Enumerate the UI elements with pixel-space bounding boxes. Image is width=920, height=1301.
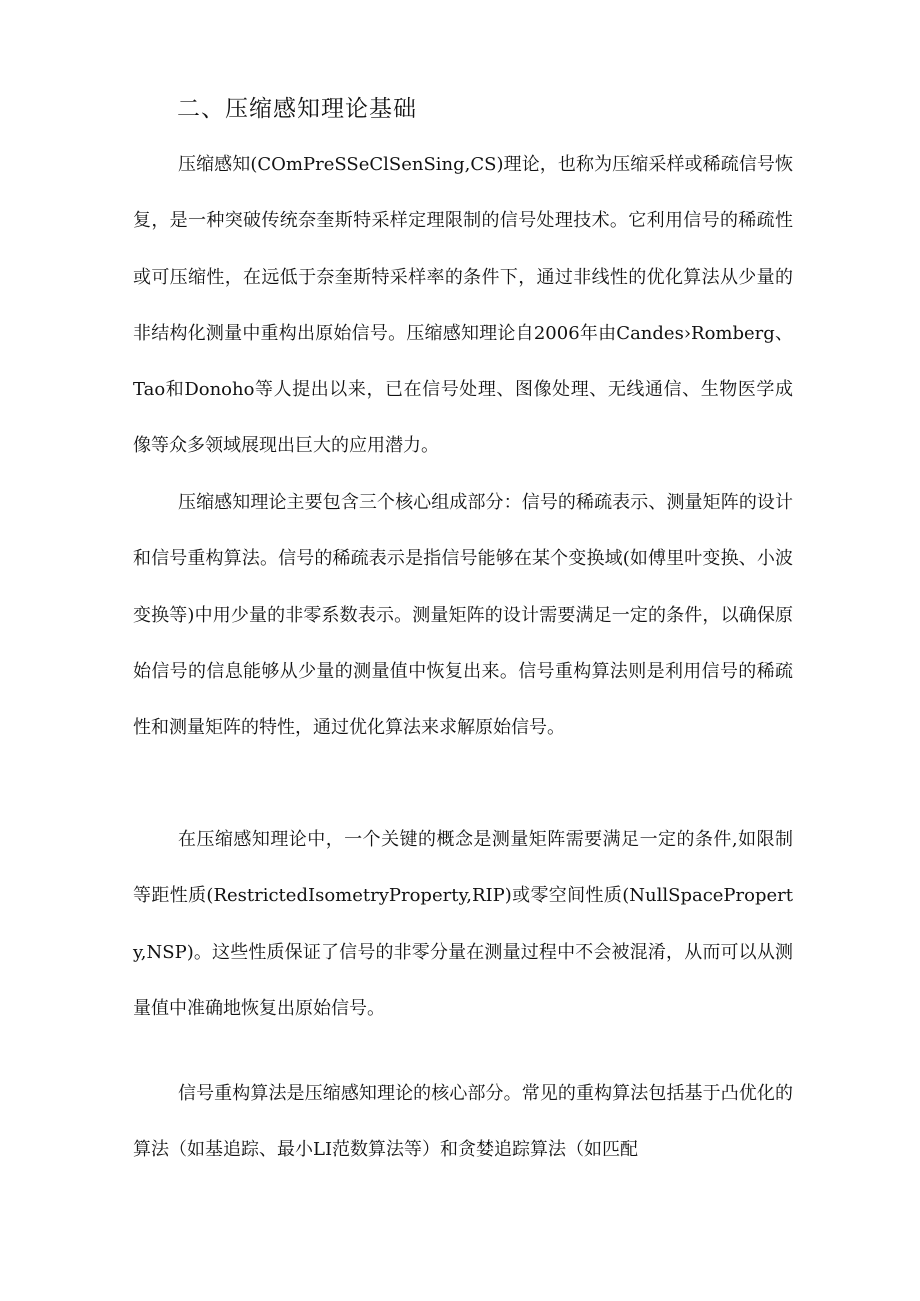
paragraph-measurement-conditions: 在压缩感知理论中，一个关键的概念是测量矩阵需要满足一定的条件,如限制等距性质(RestrictedIsometryProperty,RIP)或零空间性质(NullSpaceProperty,NSP)。这些性质保证了信号的非零分量在测量过程中不会被混淆，从而可以从测量值中准确地恢复出原始信号。 [133,829,793,1019]
section-heading: 二、压缩感知理论基础 [177,96,417,122]
paragraph-cs-components: 压缩感知理论主要包含三个核心组成部分：信号的稀疏表示、测量矩阵的设计和信号重构算法。信号的稀疏表示是指信号能够在某个变换域(如傅里叶变换、小波变换等)中用少量的非零系数表示。测量矩阵的设计需要满足一定的条件，以确保原始信号的信息能够从少量的测量值中恢复出来。信号重构算法则是利用信号的稀疏性和测量矩阵的特性，通过优化算法来求解原始信号。 [133,492,793,739]
paragraph-reconstruction-algorithms: 信号重构算法是压缩感知理论的核心部分。常见的重构算法包括基于凸优化的算法（如基追踪、最小LI范数算法等）和贪婪追踪算法（如匹配 [133,1083,793,1161]
paragraph-cs-definition: 压缩感知(COmPreSSeClSenSing,CS)理论，也称为压缩采样或稀疏信号恢复，是一种突破传统奈奎斯特采样定理限制的信号处理技术。它利用信号的稀疏性或可压缩性，在远低于奈奎斯特采样率的条件下，通过非线性的优化算法从少量的非结构化测量中重构出原始信号。压缩感知理论自2006年由Candes›Romberg、Tao和Donoho等人提出以来，已在信号处理、图像处理、无线通信、生物医学成像等众多领域展现出巨大的应用潜力。 [133,154,793,457]
